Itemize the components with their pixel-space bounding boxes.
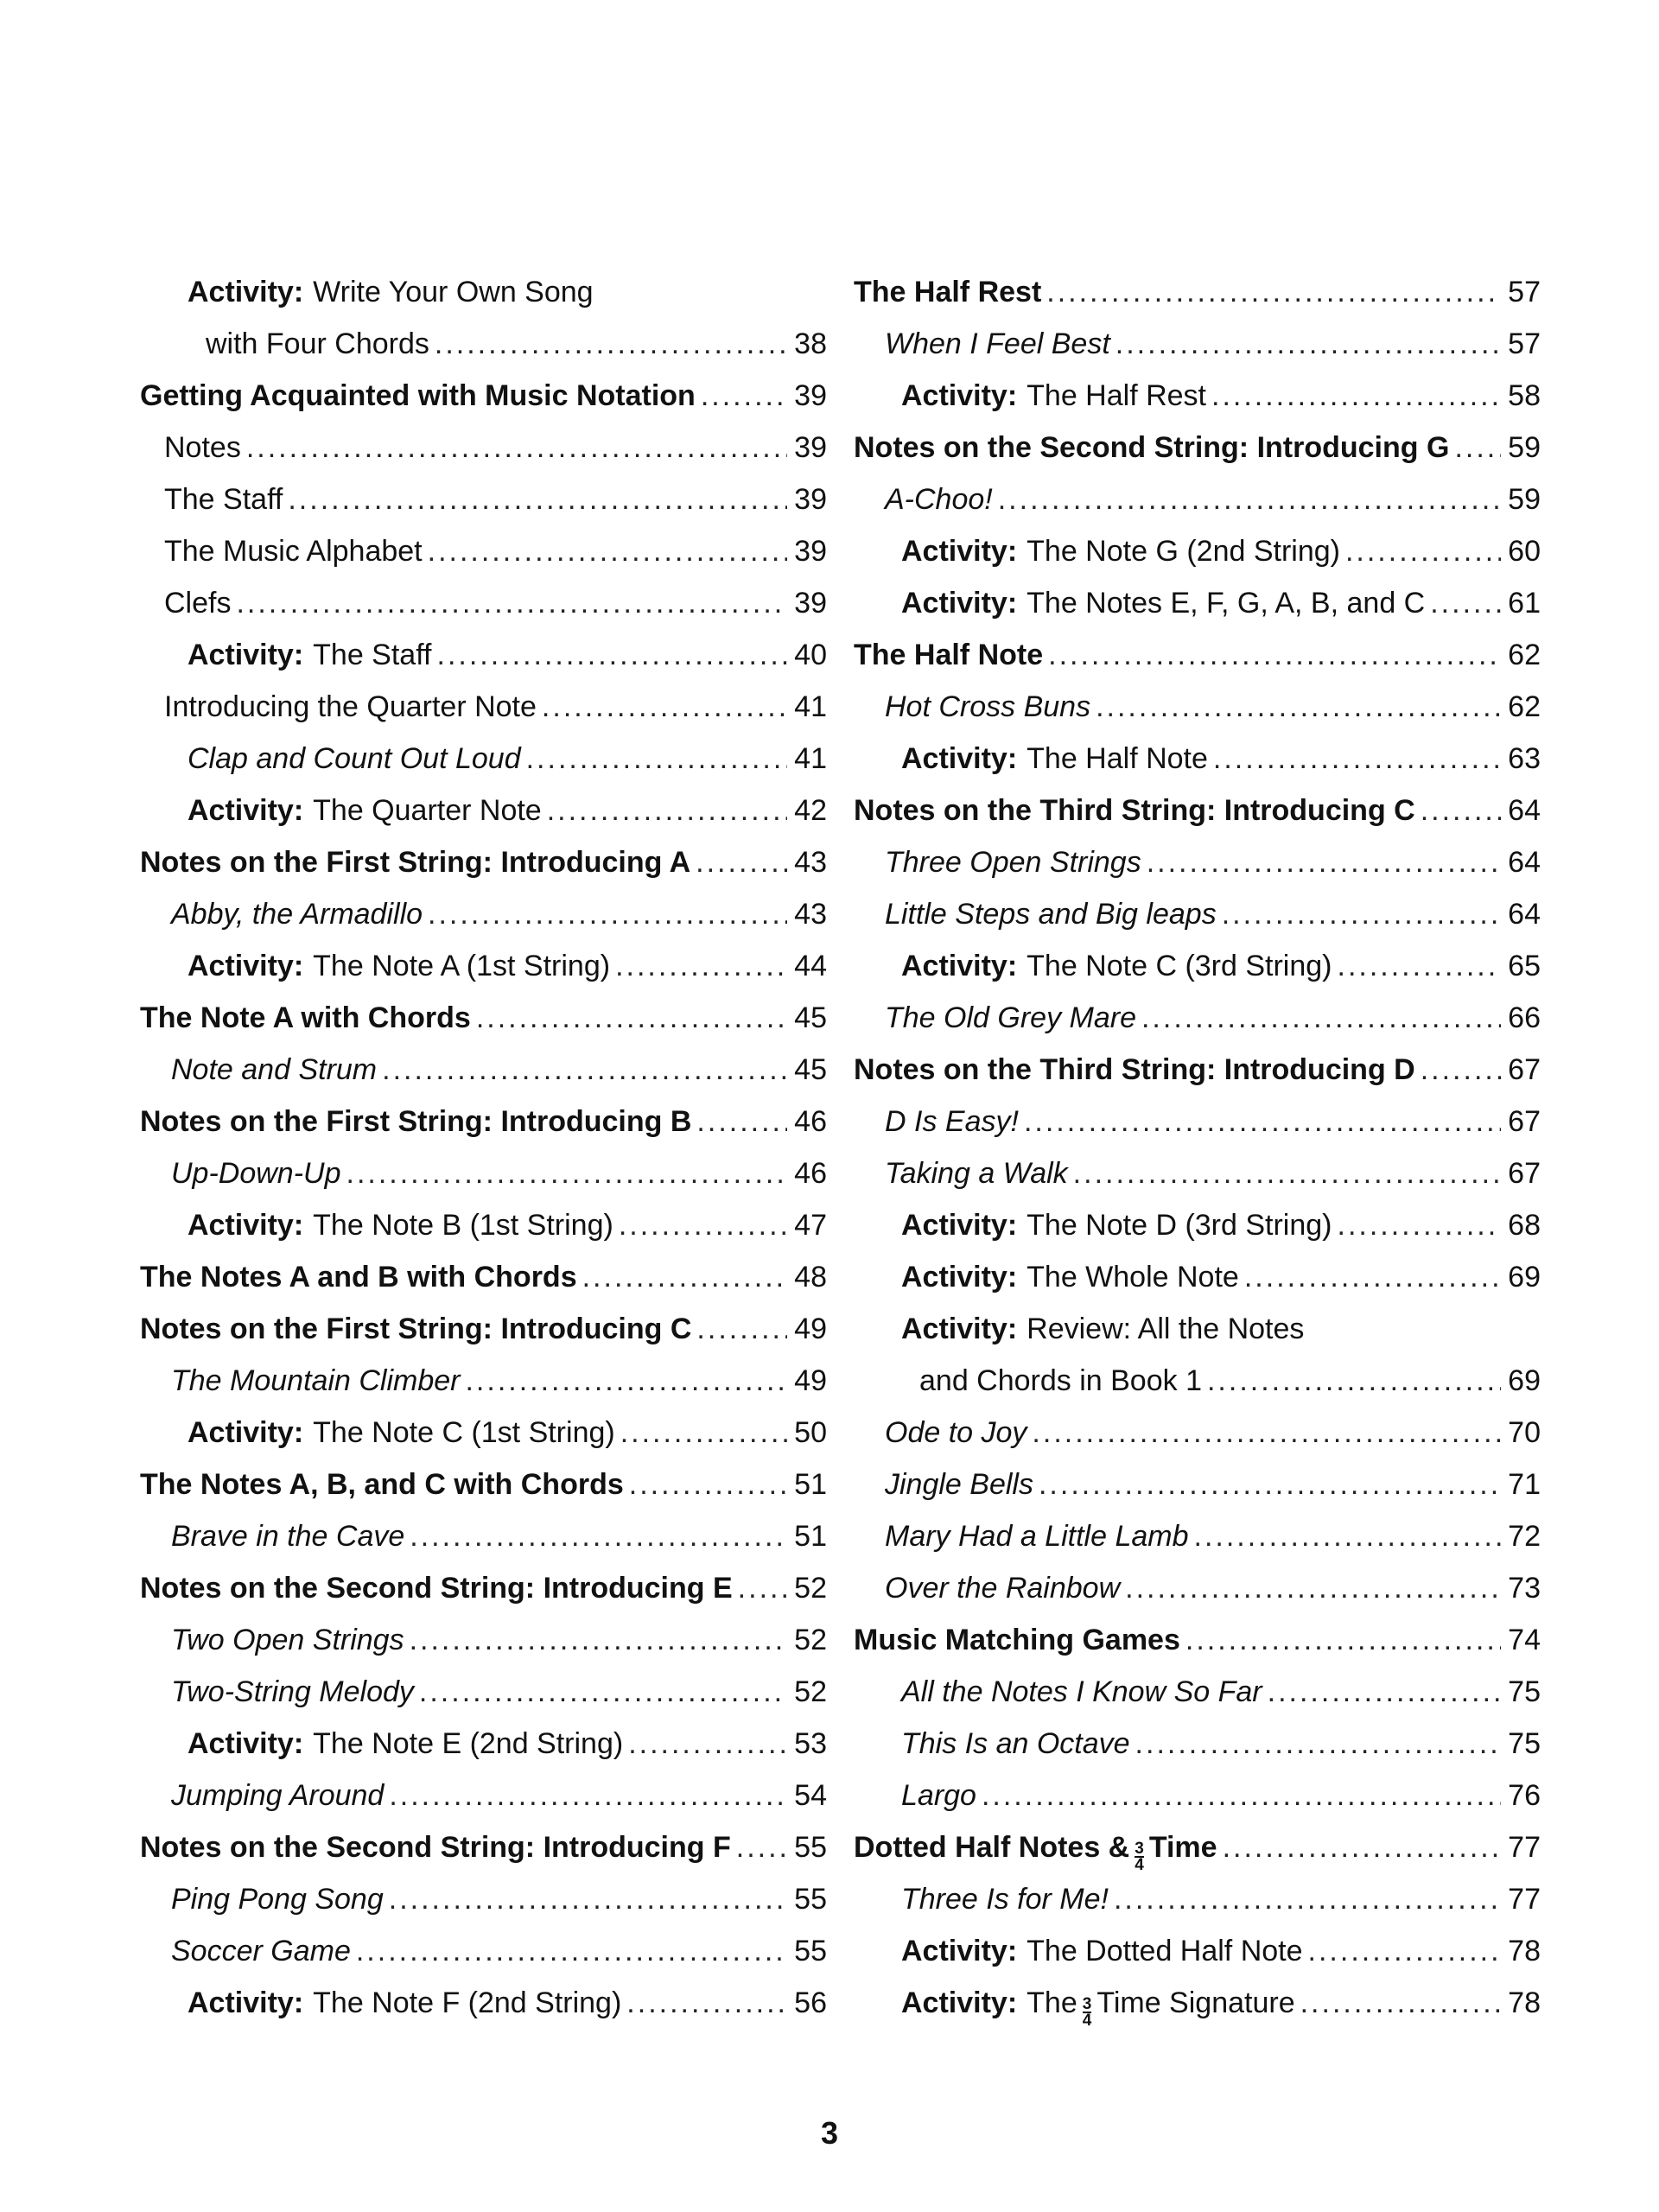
toc-topic-entry[interactable] bbox=[140, 681, 827, 733]
activity-label: Activity: bbox=[901, 1313, 1018, 1345]
dot-leader bbox=[1032, 1407, 1501, 1459]
time-signature-bottom: 4 bbox=[1082, 2012, 1092, 2029]
page-ref: 75 bbox=[1508, 1675, 1541, 1708]
dot-leader bbox=[410, 1614, 787, 1666]
entry-title: Jingle Bells bbox=[885, 1468, 1033, 1501]
page-ref: 49 bbox=[794, 1364, 827, 1397]
dot-leader bbox=[246, 422, 787, 474]
activity-label: Activity: bbox=[188, 639, 304, 671]
page-ref: 61 bbox=[1508, 587, 1541, 620]
entry-title: Dotted Half Notes & bbox=[854, 1831, 1130, 1864]
page-ref: 46 bbox=[794, 1105, 827, 1138]
toc-section-entry[interactable] bbox=[854, 266, 1541, 318]
toc-song-entry[interactable] bbox=[854, 1873, 1541, 1925]
page-ref: 51 bbox=[794, 1520, 827, 1553]
time-signature-icon bbox=[1083, 1997, 1092, 2028]
dot-leader bbox=[1222, 888, 1501, 940]
entry-title-suffix: Time bbox=[1148, 1831, 1217, 1864]
activity-label: Activity: bbox=[188, 1727, 304, 1760]
dot-leader bbox=[410, 1510, 787, 1562]
entry-title: Brave in the Cave bbox=[171, 1520, 405, 1553]
entry-title: The Note E (2nd String) bbox=[313, 1727, 624, 1760]
dot-leader bbox=[701, 370, 787, 422]
entry-title: Ode to Joy bbox=[885, 1416, 1027, 1449]
entry-title: Notes on the First String: Introducing A bbox=[140, 846, 691, 879]
toc-section-entry[interactable] bbox=[140, 1303, 827, 1355]
dot-leader bbox=[1338, 940, 1502, 992]
entry-title: Two Open Strings bbox=[171, 1624, 404, 1656]
toc-section-entry[interactable] bbox=[140, 992, 827, 1044]
toc-continuation-line[interactable] bbox=[854, 1355, 1541, 1407]
entry-title: Review: All the Notes bbox=[1027, 1313, 1305, 1345]
activity-label: Activity: bbox=[188, 1986, 304, 2019]
toc-activity-entry[interactable] bbox=[854, 1977, 1541, 2029]
entry-title: D Is Easy! bbox=[885, 1105, 1019, 1138]
page-ref: 67 bbox=[1508, 1157, 1541, 1190]
entry-title: The Half Rest bbox=[1027, 379, 1206, 412]
entry-title: The bbox=[1027, 1986, 1077, 2019]
toc-section-entry[interactable] bbox=[140, 1251, 827, 1303]
entry-title: Over the Rainbow bbox=[885, 1572, 1121, 1605]
dot-leader bbox=[389, 1770, 787, 1821]
toc-song-entry[interactable] bbox=[140, 1873, 827, 1925]
time-signature-top: 3 bbox=[1135, 1840, 1144, 1858]
toc-section-entry[interactable] bbox=[140, 1459, 827, 1510]
dot-leader bbox=[1194, 1510, 1502, 1562]
entry-title: Ping Pong Song bbox=[171, 1883, 384, 1916]
entry-title: with Four Chords bbox=[206, 327, 429, 360]
entry-title: The Dotted Half Note bbox=[1027, 1935, 1303, 1967]
entry-title: Clefs bbox=[164, 587, 232, 620]
toc-song-entry[interactable] bbox=[854, 1770, 1541, 1821]
dot-leader bbox=[615, 940, 787, 992]
page-number: 3 bbox=[820, 2115, 839, 2151]
dot-leader bbox=[1147, 836, 1501, 888]
entry-title: Largo bbox=[901, 1779, 976, 1812]
toc-topic-entry[interactable] bbox=[140, 525, 827, 577]
page-ref: 39 bbox=[794, 431, 827, 464]
toc-activity-entry[interactable] bbox=[854, 577, 1541, 629]
dot-leader bbox=[1207, 1355, 1501, 1407]
page-ref: 63 bbox=[1508, 742, 1541, 775]
page-ref: 46 bbox=[794, 1157, 827, 1190]
entry-title: The Notes A, B, and C with Chords bbox=[140, 1468, 624, 1501]
toc-song-entry[interactable] bbox=[854, 1096, 1541, 1147]
toc-section-entry[interactable] bbox=[854, 629, 1541, 681]
page-ref: 69 bbox=[1508, 1364, 1541, 1397]
dot-leader bbox=[1048, 629, 1501, 681]
toc-section-entry[interactable] bbox=[140, 1821, 827, 1873]
page-ref: 62 bbox=[1508, 639, 1541, 671]
dot-leader bbox=[1096, 681, 1501, 733]
page-ref: 43 bbox=[794, 846, 827, 879]
toc-song-entry[interactable] bbox=[854, 681, 1541, 733]
toc-activity-entry[interactable] bbox=[140, 1977, 827, 2029]
entry-title: Getting Acquainted with Music Notation bbox=[140, 379, 696, 412]
page-ref: 60 bbox=[1508, 535, 1541, 568]
toc-song-entry[interactable] bbox=[140, 1510, 827, 1562]
page-ref: 78 bbox=[1508, 1986, 1541, 2019]
dot-leader bbox=[582, 1251, 787, 1303]
dot-leader bbox=[736, 1821, 787, 1873]
dot-leader bbox=[236, 577, 787, 629]
dot-leader bbox=[626, 1977, 787, 2029]
dot-leader bbox=[476, 992, 787, 1044]
toc-activity-entry[interactable] bbox=[854, 1251, 1541, 1303]
page-ref: 52 bbox=[794, 1624, 827, 1656]
page-ref: 50 bbox=[794, 1416, 827, 1449]
dot-leader bbox=[1268, 1666, 1501, 1718]
activity-label: Activity: bbox=[901, 1261, 1018, 1294]
page-ref: 52 bbox=[794, 1572, 827, 1605]
toc-song-entry[interactable] bbox=[140, 1925, 827, 1977]
entry-title: This Is an Octave bbox=[901, 1727, 1130, 1760]
dot-leader bbox=[1213, 733, 1501, 785]
page-ref: 44 bbox=[794, 950, 827, 982]
page-ref: 59 bbox=[1508, 483, 1541, 516]
dot-leader bbox=[1223, 1821, 1501, 1873]
toc-activity-entry[interactable] bbox=[140, 629, 827, 681]
entry-title: Up-Down-Up bbox=[171, 1157, 341, 1190]
page-ref: 78 bbox=[1508, 1935, 1541, 1967]
toc-section-entry[interactable] bbox=[140, 1562, 827, 1614]
activity-label: Activity: bbox=[901, 742, 1018, 775]
dot-leader bbox=[435, 318, 787, 370]
dot-leader bbox=[1308, 1925, 1501, 1977]
toc-activity-entry[interactable] bbox=[140, 1407, 827, 1459]
toc-activity-entry[interactable] bbox=[140, 1199, 827, 1251]
page-ref: 59 bbox=[1508, 431, 1541, 464]
page-ref: 49 bbox=[794, 1313, 827, 1345]
entry-title: Write Your Own Song bbox=[313, 276, 594, 308]
page-ref: 55 bbox=[794, 1935, 827, 1967]
page-ref: 54 bbox=[794, 1779, 827, 1812]
page-ref: 66 bbox=[1508, 1001, 1541, 1034]
entry-title: Little Steps and Big leaps bbox=[885, 898, 1217, 931]
activity-label: Activity: bbox=[188, 1209, 304, 1242]
entry-title: The Staff bbox=[313, 639, 432, 671]
toc-activity-entry[interactable] bbox=[854, 370, 1541, 422]
toc-activity-entry[interactable] bbox=[140, 266, 827, 318]
entry-title: The Half Rest bbox=[854, 276, 1042, 308]
entry-title: The Staff bbox=[164, 483, 283, 516]
entry-title: Three Open Strings bbox=[885, 846, 1141, 879]
toc-section-entry[interactable] bbox=[854, 1044, 1541, 1096]
entry-title: The Note C (3rd String) bbox=[1027, 950, 1332, 982]
entry-title: Two-String Melody bbox=[171, 1675, 414, 1708]
activity-label: Activity: bbox=[901, 379, 1018, 412]
dot-leader bbox=[1046, 266, 1501, 318]
entry-title: All the Notes I Know So Far bbox=[901, 1675, 1262, 1708]
dot-leader bbox=[696, 1096, 787, 1147]
entry-title: The Notes A and B with Chords bbox=[140, 1261, 577, 1294]
entry-title: A-Choo! bbox=[885, 483, 993, 516]
entry-title: Notes on the Second String: Introducing G bbox=[854, 431, 1450, 464]
entry-title: Notes on the Third String: Introducing D bbox=[854, 1053, 1415, 1086]
entry-title: Notes on the Second String: Introducing E bbox=[140, 1572, 733, 1605]
page-ref: 68 bbox=[1508, 1209, 1541, 1242]
dot-leader bbox=[620, 1407, 787, 1459]
entry-title: Taking a Walk bbox=[885, 1157, 1068, 1190]
time-signature-bottom: 4 bbox=[1135, 1856, 1144, 1873]
time-signature-top: 3 bbox=[1082, 1995, 1092, 2013]
page-ref: 76 bbox=[1508, 1779, 1541, 1812]
toc-left-column bbox=[140, 266, 827, 2029]
page-ref: 55 bbox=[794, 1831, 827, 1864]
entry-title: The Note D (3rd String) bbox=[1027, 1209, 1332, 1242]
entry-title: Notes on the Third String: Introducing C bbox=[854, 794, 1415, 827]
time-signature-icon bbox=[1135, 1841, 1144, 1872]
dot-leader bbox=[356, 1925, 787, 1977]
page-ref: 53 bbox=[794, 1727, 827, 1760]
toc-song-entry[interactable] bbox=[140, 888, 827, 940]
page-ref: 39 bbox=[794, 379, 827, 412]
dot-leader bbox=[428, 525, 787, 577]
dot-leader bbox=[1039, 1459, 1501, 1510]
dot-leader bbox=[419, 1666, 787, 1718]
toc-song-entry[interactable] bbox=[140, 1147, 827, 1199]
toc-section-entry[interactable] bbox=[140, 1096, 827, 1147]
page-ref: 47 bbox=[794, 1209, 827, 1242]
toc-section-entry[interactable] bbox=[854, 422, 1541, 474]
dot-leader bbox=[696, 836, 787, 888]
entry-title: The Mountain Climber bbox=[171, 1364, 461, 1397]
entry-title: The Music Alphabet bbox=[164, 535, 423, 568]
dot-leader bbox=[1421, 1044, 1501, 1096]
toc-song-entry[interactable] bbox=[854, 318, 1541, 370]
activity-label: Activity: bbox=[901, 535, 1018, 568]
page-ref: 71 bbox=[1508, 1468, 1541, 1501]
dot-leader bbox=[389, 1873, 787, 1925]
toc-song-entry[interactable] bbox=[140, 1355, 827, 1407]
dot-leader bbox=[382, 1044, 787, 1096]
toc-section-entry[interactable] bbox=[854, 1821, 1541, 1873]
page-ref: 39 bbox=[794, 587, 827, 620]
dot-leader bbox=[1024, 1096, 1501, 1147]
page-ref: 64 bbox=[1508, 846, 1541, 879]
page-ref: 43 bbox=[794, 898, 827, 931]
toc-activity-entry[interactable] bbox=[854, 525, 1541, 577]
entry-title: Abby, the Armadillo bbox=[171, 898, 423, 931]
entry-title: Note and Strum bbox=[171, 1053, 378, 1086]
page-ref: 42 bbox=[794, 794, 827, 827]
page-ref: 39 bbox=[794, 535, 827, 568]
dot-leader bbox=[1244, 1251, 1501, 1303]
entry-title: Soccer Game bbox=[171, 1935, 351, 1967]
dot-leader bbox=[428, 888, 787, 940]
toc-activity-entry[interactable] bbox=[854, 733, 1541, 785]
entry-title: Mary Had a Little Lamb bbox=[885, 1520, 1189, 1553]
page-ref: 45 bbox=[794, 1053, 827, 1086]
dot-leader bbox=[619, 1199, 787, 1251]
activity-label: Activity: bbox=[901, 950, 1018, 982]
entry-title: The Old Grey Mare bbox=[885, 1001, 1136, 1034]
activity-label: Activity: bbox=[901, 1986, 1018, 2019]
entry-title: and Chords in Book 1 bbox=[919, 1364, 1202, 1397]
page-ref: 41 bbox=[794, 742, 827, 775]
page-ref: 62 bbox=[1508, 690, 1541, 723]
entry-title: The Note G (2nd String) bbox=[1027, 535, 1340, 568]
page-ref: 45 bbox=[794, 1001, 827, 1034]
activity-label: Activity: bbox=[901, 587, 1018, 620]
toc-topic-entry[interactable] bbox=[140, 577, 827, 629]
toc-song-entry[interactable] bbox=[140, 1666, 827, 1718]
dot-leader bbox=[1073, 1147, 1501, 1199]
dot-leader bbox=[346, 1147, 788, 1199]
toc-activity-entry[interactable] bbox=[140, 940, 827, 992]
activity-label: Activity: bbox=[188, 276, 304, 308]
toc-song-entry[interactable] bbox=[854, 1562, 1541, 1614]
page-ref: 67 bbox=[1508, 1053, 1541, 1086]
page-ref: 55 bbox=[794, 1883, 827, 1916]
dot-leader bbox=[288, 474, 787, 525]
page-ref: 58 bbox=[1508, 379, 1541, 412]
page-ref: 65 bbox=[1508, 950, 1541, 982]
page-ref: 70 bbox=[1508, 1416, 1541, 1449]
page-ref: 38 bbox=[794, 327, 827, 360]
activity-label: Activity: bbox=[901, 1935, 1018, 1967]
dot-leader bbox=[1114, 1873, 1501, 1925]
entry-title: The Whole Note bbox=[1027, 1261, 1239, 1294]
dot-leader bbox=[1345, 525, 1501, 577]
entry-title: Notes bbox=[164, 431, 241, 464]
toc-song-entry[interactable] bbox=[854, 1459, 1541, 1510]
entry-title: Notes on the Second String: Introducing F bbox=[140, 1831, 731, 1864]
dot-leader bbox=[465, 1355, 787, 1407]
dot-leader bbox=[437, 629, 788, 681]
dot-leader bbox=[1135, 1718, 1501, 1770]
entry-title: Music Matching Games bbox=[854, 1624, 1180, 1656]
page-ref: 64 bbox=[1508, 794, 1541, 827]
entry-title: The Notes E, F, G, A, B, and C bbox=[1027, 587, 1426, 620]
entry-title: The Half Note bbox=[854, 639, 1044, 671]
toc-song-entry[interactable] bbox=[854, 1147, 1541, 1199]
toc-section-entry[interactable] bbox=[854, 1614, 1541, 1666]
toc-song-entry[interactable] bbox=[140, 1614, 827, 1666]
toc-right-column bbox=[854, 266, 1541, 2029]
entry-title: The Note A with Chords bbox=[140, 1001, 471, 1034]
activity-label: Activity: bbox=[901, 1209, 1018, 1242]
dot-leader bbox=[998, 474, 1501, 525]
dot-leader bbox=[629, 1459, 787, 1510]
toc-activity-entry[interactable] bbox=[854, 1303, 1541, 1355]
toc-activity-entry[interactable] bbox=[854, 940, 1541, 992]
dot-leader bbox=[696, 1303, 787, 1355]
dot-leader bbox=[1300, 1977, 1501, 2029]
entry-title: Notes on the First String: Introducing B bbox=[140, 1105, 692, 1138]
toc-song-entry[interactable] bbox=[854, 1666, 1541, 1718]
entry-title: The Quarter Note bbox=[313, 794, 542, 827]
page-ref: 57 bbox=[1508, 276, 1541, 308]
dot-leader bbox=[547, 785, 787, 836]
dot-leader bbox=[1211, 370, 1501, 422]
activity-label: Activity: bbox=[188, 950, 304, 982]
dot-leader bbox=[738, 1562, 787, 1614]
page-ref: 69 bbox=[1508, 1261, 1541, 1294]
toc-song-entry[interactable] bbox=[140, 733, 827, 785]
toc-song-entry[interactable] bbox=[854, 836, 1541, 888]
entry-title: Clap and Count Out Loud bbox=[188, 742, 521, 775]
entry-title: The Note C (1st String) bbox=[313, 1416, 615, 1449]
toc-continuation-line[interactable] bbox=[140, 318, 827, 370]
toc-section-entry[interactable] bbox=[854, 785, 1541, 836]
page-ref: 74 bbox=[1508, 1624, 1541, 1656]
toc-activity-entry[interactable] bbox=[140, 785, 827, 836]
toc-song-entry[interactable] bbox=[854, 888, 1541, 940]
page-ref: 72 bbox=[1508, 1520, 1541, 1553]
dot-leader bbox=[542, 681, 787, 733]
entry-title: The Note B (1st String) bbox=[313, 1209, 613, 1242]
entry-title: When I Feel Best bbox=[885, 327, 1110, 360]
toc-song-entry[interactable] bbox=[854, 992, 1541, 1044]
dot-leader bbox=[982, 1770, 1501, 1821]
entry-title: Three Is for Me! bbox=[901, 1883, 1109, 1916]
activity-label: Activity: bbox=[188, 794, 304, 827]
dot-leader bbox=[1141, 992, 1501, 1044]
page-ref: 77 bbox=[1508, 1831, 1541, 1864]
page-ref: 39 bbox=[794, 483, 827, 516]
page-ref: 56 bbox=[794, 1986, 827, 2019]
dot-leader bbox=[1454, 422, 1501, 474]
dot-leader bbox=[1421, 785, 1501, 836]
toc-song-entry[interactable] bbox=[140, 1044, 827, 1096]
toc-activity-entry[interactable] bbox=[854, 1199, 1541, 1251]
entry-title-suffix: Time Signature bbox=[1096, 1986, 1295, 2019]
page-ref: 51 bbox=[794, 1468, 827, 1501]
page-ref: 52 bbox=[794, 1675, 827, 1708]
toc-topic-entry[interactable] bbox=[140, 474, 827, 525]
toc-song-entry[interactable] bbox=[854, 1718, 1541, 1770]
entry-title: Notes on the First String: Introducing C bbox=[140, 1313, 692, 1345]
toc-activity-entry[interactable] bbox=[854, 1925, 1541, 1977]
page-ref: 41 bbox=[794, 690, 827, 723]
toc-song-entry[interactable] bbox=[140, 1770, 827, 1821]
entry-title: The Note F (2nd String) bbox=[313, 1986, 622, 2019]
toc-song-entry[interactable] bbox=[854, 1510, 1541, 1562]
page-ref: 75 bbox=[1508, 1727, 1541, 1760]
dot-leader bbox=[1185, 1614, 1501, 1666]
toc-song-entry[interactable] bbox=[854, 474, 1541, 525]
dot-leader bbox=[1430, 577, 1501, 629]
dot-leader bbox=[1125, 1562, 1501, 1614]
page-ref: 67 bbox=[1508, 1105, 1541, 1138]
toc-section-entry[interactable] bbox=[140, 370, 827, 422]
toc-activity-entry[interactable] bbox=[140, 1718, 827, 1770]
page-ref: 64 bbox=[1508, 898, 1541, 931]
page-ref: 57 bbox=[1508, 327, 1541, 360]
page-ref: 73 bbox=[1508, 1572, 1541, 1605]
dot-leader bbox=[628, 1718, 787, 1770]
toc-topic-entry[interactable] bbox=[140, 422, 827, 474]
toc-section-entry[interactable] bbox=[140, 836, 827, 888]
entry-title: Hot Cross Buns bbox=[885, 690, 1091, 723]
dot-leader bbox=[526, 733, 787, 785]
toc-song-entry[interactable] bbox=[854, 1407, 1541, 1459]
page-ref: 40 bbox=[794, 639, 827, 671]
entry-title: Introducing the Quarter Note bbox=[164, 690, 537, 723]
dot-leader bbox=[1116, 318, 1501, 370]
page-ref: 48 bbox=[794, 1261, 827, 1294]
activity-label: Activity: bbox=[188, 1416, 304, 1449]
dot-leader bbox=[1338, 1199, 1502, 1251]
entry-title: The Half Note bbox=[1027, 742, 1208, 775]
page-ref: 77 bbox=[1508, 1883, 1541, 1916]
entry-title: Jumping Around bbox=[171, 1779, 385, 1812]
entry-title: The Note A (1st String) bbox=[313, 950, 611, 982]
